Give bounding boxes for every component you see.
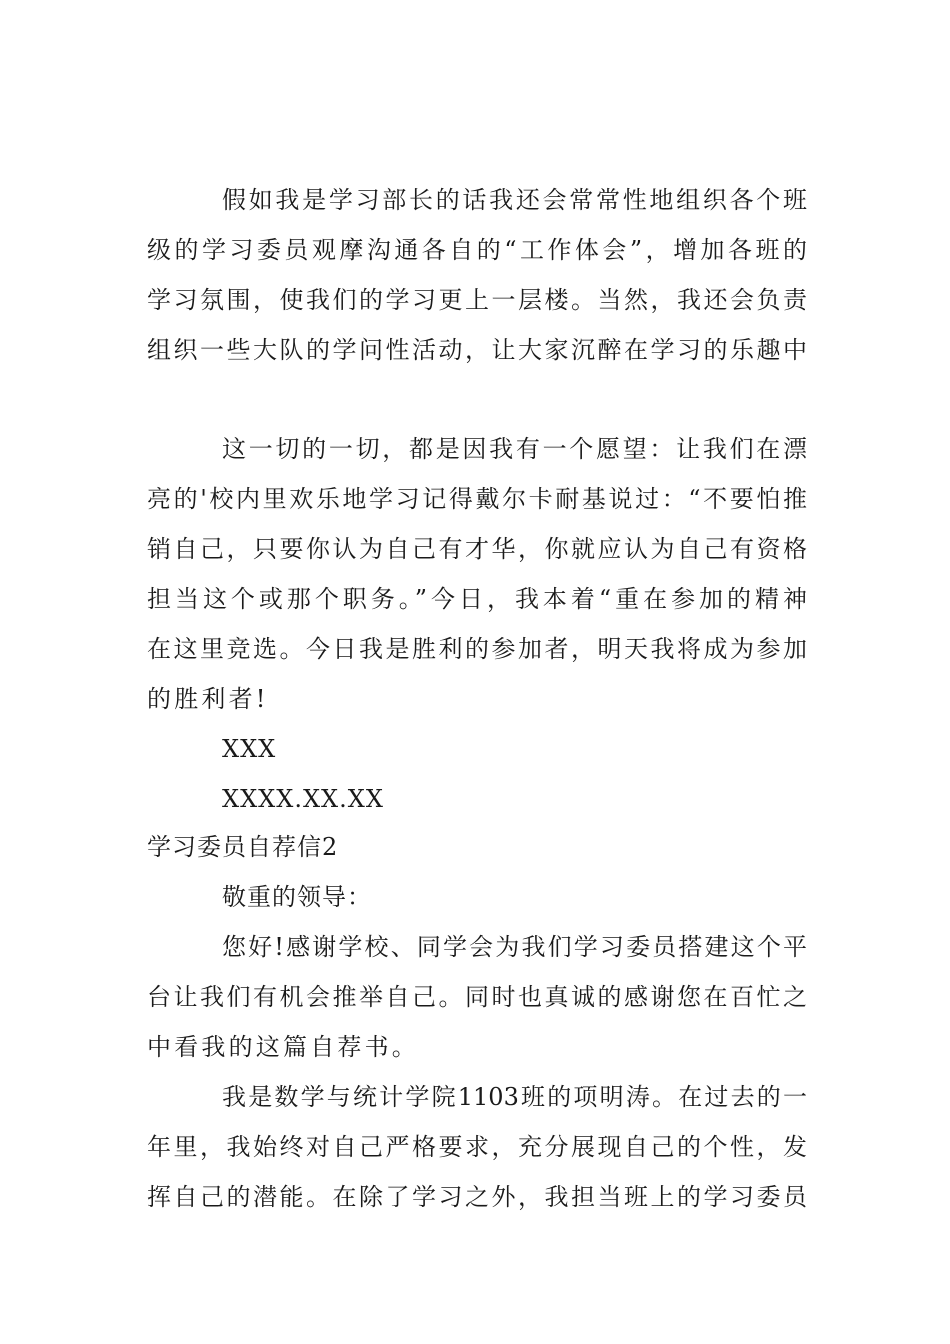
paragraph-2-line-5: 在这里竞选。今日我是胜利的参加者，明天我将成为参加 — [147, 635, 807, 663]
paragraph-1-line-1: 假如我是学习部长的话我还会常常性地组织各个班 — [222, 186, 807, 214]
paragraph-2-line-2: 亮的'校内里欢乐地学习记得戴尔卡耐基说过：“不要怕推 — [147, 485, 807, 513]
signature-name: XXX — [222, 735, 277, 763]
paragraph-1-line-4: 组织一些大队的学问性活动，让大家沉醉在学习的乐趣中 — [147, 336, 807, 364]
paragraph-4-line-2: 年里，我始终对自己严格要求，充分展现自己的个性，发 — [147, 1133, 807, 1161]
paragraph-3-line-2: 台让我们有机会推举自己。同时也真诚的感谢您在百忙之 — [147, 983, 807, 1011]
salutation: 敬重的领导： — [222, 883, 372, 911]
paragraph-2-line-3: 销自己，只要你认为自己有才华，你就应认为自己有资格 — [147, 535, 807, 563]
paragraph-3-line-3: 中看我的这篇自荐书。 — [147, 1033, 419, 1061]
paragraph-1-line-3: 学习氛围，使我们的学习更上一层楼。当然，我还会负责 — [147, 286, 807, 314]
paragraph-3-line-1: 您好!感谢学校、同学会为我们学习委员搭建这个平 — [222, 933, 807, 961]
paragraph-4-line-1: 我是数学与统计学院1103班的项明涛。在过去的一 — [222, 1083, 807, 1111]
section-title: 学习委员自荐信2 — [147, 833, 339, 861]
signature-date: XXXX.XX.XX — [222, 785, 384, 813]
paragraph-4-line-3: 挥自己的潜能。在除了学习之外，我担当班上的学习委员 — [147, 1183, 807, 1211]
paragraph-1-line-2: 级的学习委员观摩沟通各自的“工作体会”，增加各班的 — [147, 236, 807, 264]
paragraph-2-line-4: 担当这个或那个职务。”今日，我本着“重在参加的精神 — [147, 585, 807, 613]
paragraph-2-line-6: 的胜利者! — [147, 685, 269, 713]
paragraph-2-line-1: 这一切的一切，都是因我有一个愿望：让我们在漂 — [222, 435, 807, 463]
